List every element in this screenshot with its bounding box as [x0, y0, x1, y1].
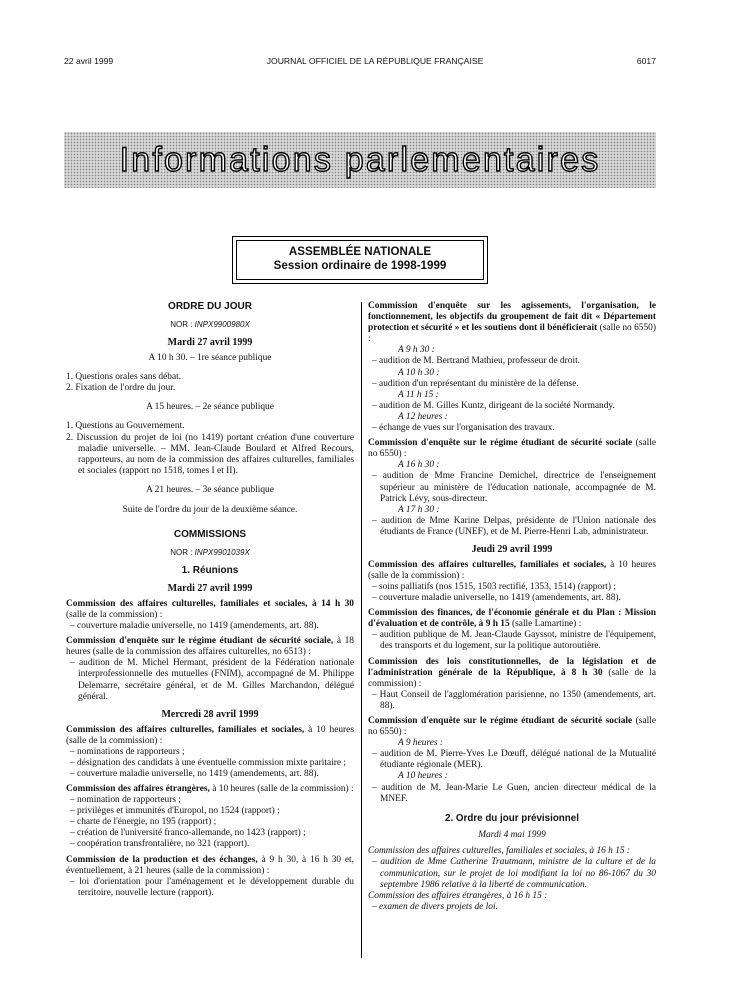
commission-name: Commission des affaires culturelles, familiales et sociales, à 14 h 30 — [66, 598, 354, 609]
odj-date: Mardi 27 avril 1999 — [167, 337, 253, 349]
spacer — [66, 517, 354, 529]
commission-location: à 18 heures (salle de la commission des affaires culturelles, no 6513) : — [66, 636, 354, 658]
column-divider — [361, 302, 362, 958]
header-page-number: 6017 — [636, 56, 656, 66]
agenda-item: – coopération transfrontalière, no 321 (rapport). — [70, 839, 250, 850]
commission-name: Commission des lois constitutionnelles, de la législation et de l'administration générale de la République, à 8 h 30 — [368, 656, 656, 678]
commission-location: à 10 heures (salle de la commission) : — [368, 559, 656, 581]
commission-name: Commission des affaires étrangères, — [66, 784, 210, 794]
session-2-item: 1. Questions au Gouvernement. — [66, 421, 185, 432]
agenda-item: – audition de M. Gilles Kuntz, dirigeant de la société Normandy. — [372, 400, 615, 411]
page-header — [64, 56, 656, 66]
commission-entry — [368, 301, 656, 345]
agenda-item: – audition de M. Jean-Marie Le Guen, ancien directeur médical de la MNEF. — [372, 782, 656, 804]
session-1-time: A 10 h 30. – 1re séance publique — [148, 353, 272, 364]
session-2-time: A 15 heures. – 2e séance publique — [146, 402, 274, 413]
odj-nor-code: INPX9900980X — [194, 319, 250, 329]
hearing-time: A 9 heures : — [398, 738, 444, 749]
assembly-box-inner — [236, 240, 484, 280]
commission-location: (salle de la commission) : — [66, 609, 163, 620]
hearing-time: A 10 h 30 : — [398, 367, 440, 378]
assembly-name: ASSEMBLÉE NATIONALE — [288, 245, 432, 258]
commission-entry: Commission des affaires étrangères, à 16 h 15 : — [368, 890, 548, 901]
date-heading: Mercredi 28 avril 1999 — [161, 708, 259, 720]
session-2-item: 2. Discussion du projet de loi (no 1419) portant création d'une couverture maladie universelle. – MM. Jean-Claude Boulard et Alfred Recours, rapporteurs, au nom de la commission des affaires culturelles, familiales et sociales (rapport no 1518, tomes I et II). — [66, 432, 354, 476]
spacer — [66, 394, 354, 401]
commission-name: Commission de la production et des échanges, — [66, 854, 258, 865]
commission-entry — [368, 657, 656, 690]
commission-name: Commission d'enquête sur le régime étudiant de sécurité sociale, — [66, 636, 334, 647]
agenda-item: – examen de divers projets de loi. — [372, 901, 498, 912]
hearing-time: A 11 h 15 : — [398, 389, 439, 400]
commission-location: (salle no 6550) : — [368, 715, 656, 738]
date-heading: Mardi 27 avril 1999 — [167, 583, 253, 595]
commissions-nor — [66, 548, 354, 557]
agenda-item: – audition de Mme Karine Delpas, présidente de l'Union nationale des étudiants de France (UNEF), et de M. Pierre-Henri Lab, administrateur. — [372, 515, 656, 537]
session-1-item: 1. Questions orales sans débat. — [66, 372, 182, 383]
banner-title: Informations parlementaires — [119, 141, 601, 179]
reunions-heading: 1. Réunions — [181, 565, 239, 577]
agenda-item: – loi d'orientation pour l'aménagement et le développement durable du territoire, nouvelle lecture (rapport). — [70, 876, 354, 898]
commissions-nor-code: INPX9901039X — [194, 547, 250, 557]
spacer — [66, 414, 354, 421]
hearing-time: A 12 heures : — [398, 411, 448, 422]
commission-entry — [368, 608, 656, 630]
session-3-time: A 21 heures. – 3e séance publique — [146, 484, 274, 495]
title-banner — [64, 132, 656, 188]
agenda-item: – nominations de rapporteurs ; — [70, 746, 185, 757]
odj-nor — [66, 320, 354, 329]
odj-title: ORDRE DU JOUR — [168, 301, 252, 312]
agenda-item: – couverture maladie universelle, no 1419 (amendements, art. 88). — [70, 621, 319, 632]
commission-entry — [368, 716, 656, 738]
agenda-item: – audition d'un représentant du ministère de la défense. — [372, 378, 579, 389]
session-3-text: Suite de l'ordre du jour de la deuxième séance. — [122, 504, 298, 515]
header-date: 22 avril 1999 — [64, 56, 114, 66]
commission-entry — [368, 560, 656, 582]
commission-location: (salle Lamartine) : — [509, 619, 582, 630]
right-column — [368, 301, 656, 913]
commissions-nor-label: NOR : — [170, 547, 195, 557]
agenda-item: – Haut Conseil de l'agglomération parisienne, no 1350 (amendements, art. 88). — [372, 689, 656, 711]
commissions-title: COMMISSIONS — [173, 529, 247, 541]
spacer — [66, 497, 354, 504]
commission-name: Commission d'enquête sur le régime étudiant de sécurité sociale — [368, 438, 633, 449]
commission-location: à 9 h 30, à 16 h 30 et, éventuellement, à 21 heures (salle de la commission) : — [66, 854, 354, 876]
session-1-item: 2. Fixation de l'ordre du jour. — [66, 383, 176, 394]
agenda-item: – audition de Mme Catherine Trautmann, ministre de la culture et de la communication, sur le projet de loi modifiant la loi no 86-1067 du 30 septembre 1986 relative à la liberté de communication. — [372, 857, 656, 890]
agenda-item: – audition de M. Pierre-Yves Le Dœuff, délégué national de la Mutualité étudiante régionale (MER). — [372, 749, 656, 771]
commission-name: Commission des finances, de l'économie générale et du Plan : Mission d'évaluation et de contrôle, à 9 h 15 — [368, 608, 656, 630]
commission-name: Commission d'enquête sur le régime étudiant de sécurité sociale — [368, 715, 633, 726]
agenda-item: – désignation des candidats à une éventuelle commission mixte paritaire ; — [70, 757, 346, 768]
commission-name: Commission des affaires culturelles, familiales et sociales, — [66, 724, 305, 735]
agenda-item: – couverture maladie universelle, no 1419 (amendements, art. 88). — [372, 593, 621, 604]
hearing-time: A 9 h 30 : — [398, 345, 435, 356]
commission-name: Commission d'enquête sur les agissements, l'organisation, le fonctionnement, les objectifs du groupement de fait dit « Département protection et sécurité » et les soutiens dont il bénéficierait — [368, 301, 656, 334]
commission-entry — [368, 438, 656, 460]
commission-entry — [66, 636, 354, 658]
forecast-agenda-heading: 2. Ordre du jour prévisionnel — [445, 812, 579, 824]
agenda-item: – audition publique de M. Jean-Claude Gayssot, ministre de l'équipement, des transports et du logement, sur la politique autoroutière. — [372, 630, 656, 652]
left-column — [66, 301, 354, 899]
agenda-item: – couverture maladie universelle, no 1419 (amendements, art. 88). — [70, 768, 319, 779]
agenda-item: – nomination de rapporteurs ; — [70, 795, 181, 806]
odj-nor-label: NOR : — [170, 319, 195, 329]
hearing-time: A 10 heures : — [398, 771, 448, 782]
commission-location: à 10 heures (salle de la commission) : — [66, 724, 354, 746]
commission-location: (salle no 6550) : — [368, 323, 656, 345]
commission-location: à 10 heures (salle de la commission) : — [209, 784, 354, 794]
assembly-box — [232, 236, 488, 284]
spacer — [66, 477, 354, 484]
agenda-item: – audition de M. Bertrand Mathieu, professeur de droit. — [372, 356, 581, 367]
date-heading: Jeudi 29 avril 1999 — [471, 543, 553, 555]
agenda-item: – charte de l'énergie, no 195 (rapport) ; — [70, 817, 217, 828]
agenda-item: – audition de M. Michel Hermant, président de la Fédération nationale interprofessionnelle des mutuelles (FNIM), accompagné de M. Philippe Delemarre, secrétaire général, et de M. Gilles Marchandon, délégué général. — [70, 658, 354, 702]
hearing-time: A 17 h 30 : — [398, 504, 440, 515]
date-heading: Mardi 4 mai 1999 — [478, 830, 546, 841]
agenda-item: – création de l'université franco-allemande, no 1423 (rapport) ; — [70, 828, 306, 839]
commission-entry — [66, 725, 354, 747]
agenda-item: – privilèges et immunités d'Europol, no 1524 (rapport) ; — [70, 806, 280, 817]
session-label: Session ordinaire de 1998-1999 — [273, 259, 447, 273]
agenda-item: – échange de vues sur l'organisation des travaux. — [372, 423, 555, 434]
commission-entry — [66, 599, 354, 621]
commission-entry — [66, 784, 354, 795]
header-journal: JOURNAL OFFICIEL DE LA RÉPUBLIQUE FRANÇAISE — [266, 56, 484, 66]
spacer — [66, 365, 354, 372]
commission-location: (salle no 6550) : — [368, 438, 656, 460]
commission-entry: Commission des affaires culturelles, familiales et sociales, à 16 h 15 : — [368, 846, 631, 857]
hearing-time: A 16 h 30 : — [398, 460, 440, 471]
agenda-item: – soins palliatifs (nos 1515, 1503 rectifié, 1353, 1514) (rapport) ; — [372, 581, 616, 592]
agenda-item: – audition de Mme Francine Demichel, directrice de l'enseignement supérieur au ministère de l'éducation nationale, accompagnée de M. Patrick Lévy, sous-directeur. — [372, 471, 656, 504]
commission-location: (salle de la commission) : — [368, 667, 656, 689]
commission-name: Commission des affaires culturelles, familiales et sociales, — [368, 559, 607, 570]
commission-entry — [66, 855, 354, 877]
